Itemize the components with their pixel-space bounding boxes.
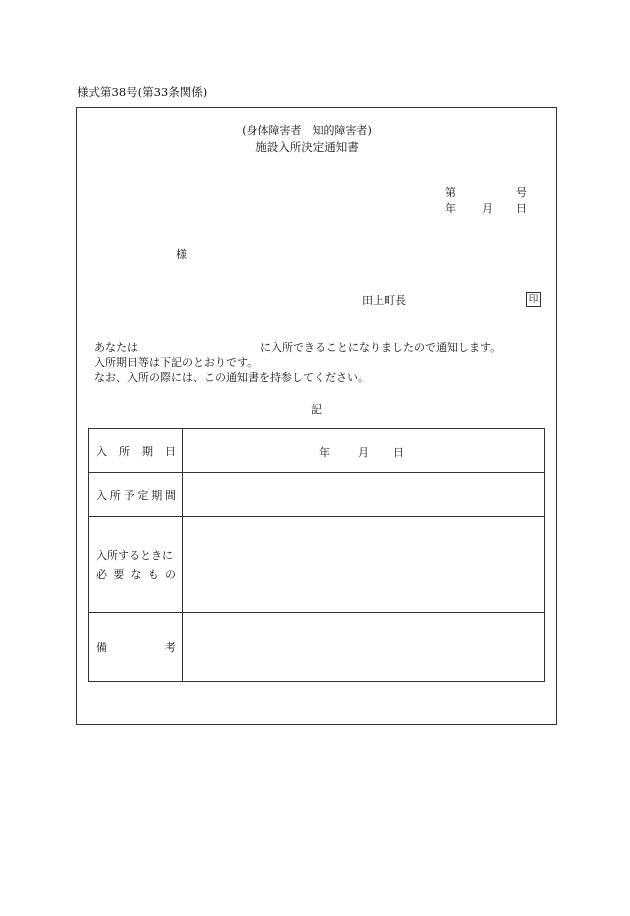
label-char: 入 (96, 444, 107, 458)
body-line2: 入所期日等は下記のとおりです。 (94, 356, 259, 369)
date-year: 年 (445, 202, 456, 215)
label-char: 備 (96, 641, 107, 654)
table-row (89, 429, 545, 473)
admission-year: 年 (319, 445, 330, 459)
label-char: の (165, 568, 176, 581)
row-label-planned-period (89, 473, 183, 517)
label-char: 必 (96, 568, 107, 581)
remarks-value (183, 613, 545, 682)
planned-period-label-text (96, 487, 176, 503)
label-char: 所 (109, 488, 121, 502)
doc-number-go: 号 (516, 186, 527, 199)
planned-period-value (183, 473, 545, 517)
body-line1-suffix: に入所できることになりましたので通知します。 (260, 341, 502, 354)
seal-mark: 印 (526, 292, 541, 307)
body-line3: なお、入所の際には、この通知書を持参してください。 (94, 371, 369, 384)
document-title: 施設入所決定通知書 (255, 140, 359, 154)
label-char: 予 (123, 488, 135, 502)
label-char: 考 (165, 641, 176, 654)
date-month: 月 (482, 202, 493, 215)
label-char: 期 (151, 488, 163, 502)
date-day: 日 (516, 202, 527, 215)
admission-date-value (183, 429, 545, 473)
body-line1-prefix: あなたは (94, 341, 138, 354)
details-table (88, 428, 545, 682)
required-items-value (183, 517, 545, 613)
remarks-label-text (96, 639, 176, 655)
row-label-remarks (89, 613, 183, 682)
row-label-required-items (89, 517, 183, 613)
label-char: 所 (119, 444, 130, 458)
label-char: 入 (96, 488, 107, 502)
addressee-sama: 様 (176, 248, 187, 261)
admission-date-label-text (96, 443, 176, 459)
category-line: (身体障害者 知的障害者) (242, 124, 372, 137)
required-items-label-line2 (96, 566, 176, 582)
table-row (89, 613, 545, 682)
table-row (89, 517, 545, 613)
required-items-label-line1: 入所するときに (96, 549, 173, 562)
issuer-name: 田上町長 (362, 294, 406, 307)
label-char: 定 (137, 488, 149, 502)
table-row (89, 473, 545, 517)
label-char: 間 (164, 488, 176, 502)
label-char: 日 (165, 444, 176, 458)
label-char: も (147, 568, 159, 581)
label-char: 期 (142, 444, 153, 458)
row-label-admission-date (89, 429, 183, 473)
ki-label: 記 (311, 403, 322, 416)
admission-month: 月 (358, 445, 369, 459)
doc-number-dai: 第 (445, 186, 456, 199)
admission-day: 日 (393, 445, 404, 459)
label-char: な (130, 568, 142, 581)
label-char: 要 (113, 568, 125, 581)
form-number: 様式第38号(第33条関係) (77, 85, 208, 99)
